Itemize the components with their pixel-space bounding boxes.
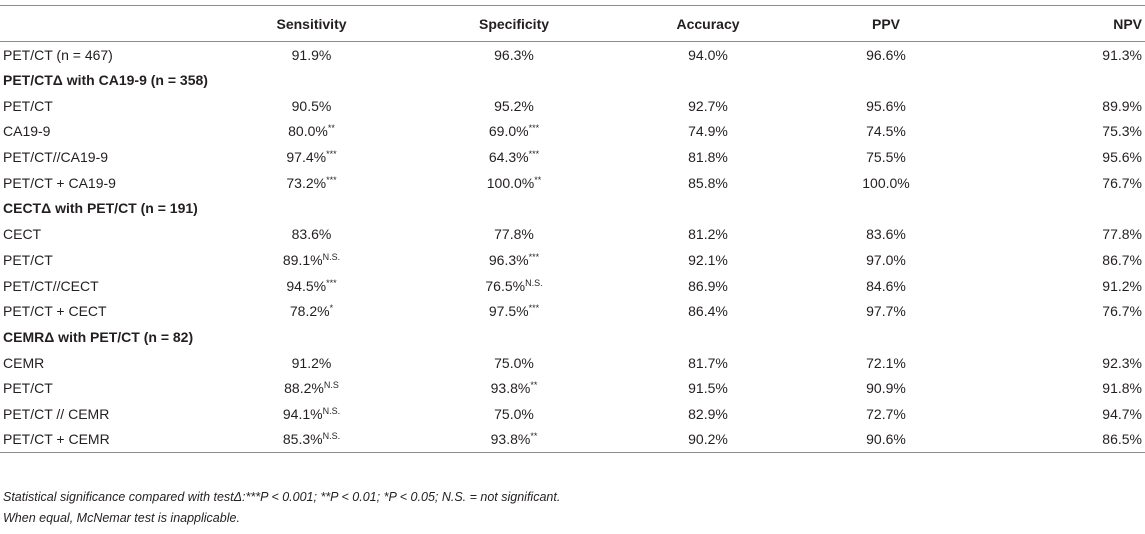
row-label: PET/CT xyxy=(3,97,53,114)
value-cell xyxy=(793,144,979,170)
row-label: PET/CT//CA19-9 xyxy=(3,149,109,166)
value-cell xyxy=(218,119,405,145)
value-cell xyxy=(405,170,623,196)
row-label: PET/CT xyxy=(3,251,53,268)
significance-marker: N.S. xyxy=(322,431,341,442)
significance-marker: *** xyxy=(528,149,540,160)
value-text: 100.0% xyxy=(486,174,535,191)
value-cell xyxy=(405,93,623,119)
value-text: 84.6% xyxy=(866,277,906,294)
value-text: 80.0% xyxy=(288,123,328,140)
row-label: PET/CT//CECT xyxy=(3,277,99,294)
value-text: 91.9% xyxy=(291,46,332,63)
value-cell xyxy=(218,350,405,376)
header-cell-blank xyxy=(0,6,218,42)
row-label: PET/CT xyxy=(3,380,53,397)
footnote-mcnemar: When equal, McNemar test is inapplicable. xyxy=(3,511,240,525)
significance-marker: ** xyxy=(534,174,542,185)
value-cell xyxy=(623,350,793,376)
value-cell xyxy=(218,221,405,247)
value-cell xyxy=(405,427,623,453)
value-text: 74.9% xyxy=(688,123,728,140)
value-cell xyxy=(218,298,405,324)
value-cell xyxy=(793,93,979,119)
value-text: 86.5% xyxy=(1102,431,1142,448)
value-text: 90.2% xyxy=(688,431,728,448)
value-text: 92.1% xyxy=(688,251,728,268)
diagnostic-performance-table xyxy=(0,5,1145,453)
header-row xyxy=(0,6,1145,42)
value-text: 85.3% xyxy=(282,431,323,448)
value-cell xyxy=(623,221,793,247)
value-text: 97.7% xyxy=(866,303,906,320)
value-cell xyxy=(405,273,623,299)
value-text: 85.8% xyxy=(688,174,728,191)
value-text: 92.7% xyxy=(688,97,728,114)
significance-marker: *** xyxy=(528,303,540,314)
value-text: 76.5% xyxy=(485,277,526,294)
significance-marker: *** xyxy=(326,277,337,288)
value-cell xyxy=(405,119,623,145)
value-text: 91.2% xyxy=(291,354,332,371)
value-cell xyxy=(218,170,405,196)
section-header: CEMRΔ with PET/CT (n = 82) xyxy=(3,328,194,345)
value-text: 72.7% xyxy=(866,405,906,422)
value-cell xyxy=(218,427,405,453)
value-text: 83.6% xyxy=(291,226,332,243)
value-cell xyxy=(623,170,793,196)
value-cell xyxy=(979,93,1145,119)
value-cell xyxy=(218,247,405,273)
value-cell xyxy=(793,375,979,401)
value-cell xyxy=(979,427,1145,453)
value-cell xyxy=(623,298,793,324)
value-cell xyxy=(405,221,623,247)
value-cell xyxy=(979,247,1145,273)
value-cell xyxy=(623,375,793,401)
section-header: PET/CTΔ with CA19-9 (n = 358) xyxy=(3,72,208,89)
table-row xyxy=(0,119,1145,145)
header-specificity: Specificity xyxy=(405,6,623,42)
table-row xyxy=(0,93,1145,119)
table-row xyxy=(0,375,1145,401)
value-text: 83.6% xyxy=(866,226,906,243)
value-text: 95.6% xyxy=(1102,149,1142,166)
value-text: 86.9% xyxy=(688,277,728,294)
footnote-significance: Statistical significance compared with testΔ:***P < 0.001; **P < 0.01; *P < 0.05; N.S. = not significant. xyxy=(3,490,561,504)
table-row xyxy=(0,298,1145,324)
row-label: PET/CT // CEMR xyxy=(3,405,110,422)
value-cell xyxy=(623,401,793,427)
value-cell xyxy=(979,42,1145,68)
value-cell xyxy=(405,144,623,170)
value-text: 76.7% xyxy=(1102,303,1142,320)
table-row xyxy=(0,221,1145,247)
value-text: 81.2% xyxy=(688,226,728,243)
value-cell xyxy=(218,375,405,401)
value-cell xyxy=(979,273,1145,299)
value-cell xyxy=(979,221,1145,247)
header-accuracy: Accuracy xyxy=(623,6,793,42)
value-text: 69.0% xyxy=(488,123,529,140)
value-text: 81.7% xyxy=(688,354,728,371)
significance-marker: N.S. xyxy=(322,251,341,262)
value-text: 97.5% xyxy=(488,303,529,320)
value-cell xyxy=(979,144,1145,170)
value-text: 93.8% xyxy=(490,431,531,448)
value-cell xyxy=(793,221,979,247)
value-cell xyxy=(793,247,979,273)
value-cell xyxy=(979,375,1145,401)
significance-marker: *** xyxy=(326,174,337,185)
value-text: 76.7% xyxy=(1102,174,1142,191)
value-cell xyxy=(623,93,793,119)
value-cell xyxy=(793,273,979,299)
value-text: 75.0% xyxy=(494,405,534,422)
header-npv: NPV xyxy=(979,6,1145,42)
header-sensitivity: Sensitivity xyxy=(218,6,405,42)
row-label: CECT xyxy=(3,226,42,243)
table-row xyxy=(0,42,1145,68)
significance-marker: ** xyxy=(530,380,538,391)
table-row xyxy=(0,170,1145,196)
significance-marker: N.S. xyxy=(322,405,341,416)
significance-marker: ** xyxy=(530,431,538,442)
value-text: 73.2% xyxy=(286,174,327,191)
value-cell xyxy=(218,42,405,68)
significance-marker: *** xyxy=(528,123,540,134)
value-text: 91.8% xyxy=(1102,380,1142,397)
table-row xyxy=(0,427,1145,453)
value-text: 74.5% xyxy=(866,123,906,140)
value-text: 90.9% xyxy=(866,380,906,397)
value-cell xyxy=(979,298,1145,324)
section-header-row xyxy=(0,67,1145,93)
significance-marker: * xyxy=(329,303,334,314)
row-label: CEMR xyxy=(3,354,45,371)
significance-marker: *** xyxy=(326,149,337,160)
table-row xyxy=(0,144,1145,170)
value-text: 77.8% xyxy=(1102,226,1142,243)
value-cell xyxy=(218,144,405,170)
value-text: 86.4% xyxy=(688,303,728,320)
value-cell xyxy=(218,273,405,299)
section-header-row xyxy=(0,196,1145,222)
value-text: 93.8% xyxy=(490,380,531,397)
value-cell xyxy=(218,401,405,427)
table-row xyxy=(0,350,1145,376)
value-cell xyxy=(623,144,793,170)
value-text: 94.1% xyxy=(282,405,323,422)
value-cell xyxy=(793,298,979,324)
value-text: 96.3% xyxy=(494,46,534,63)
value-text: 64.3% xyxy=(488,149,529,166)
value-text: 75.5% xyxy=(866,149,906,166)
value-text: 75.0% xyxy=(494,354,534,371)
value-text: 96.3% xyxy=(488,251,529,268)
value-cell xyxy=(793,42,979,68)
value-cell xyxy=(793,427,979,453)
value-text: 91.2% xyxy=(1102,277,1142,294)
significance-marker: N.S. xyxy=(525,277,543,288)
value-cell xyxy=(405,401,623,427)
value-cell xyxy=(979,119,1145,145)
value-cell xyxy=(793,170,979,196)
significance-marker: ** xyxy=(327,123,335,134)
value-text: 72.1% xyxy=(866,354,906,371)
row-label: PET/CT + CA19-9 xyxy=(3,174,116,191)
value-text: 95.6% xyxy=(866,97,906,114)
value-text: 82.9% xyxy=(688,405,728,422)
row-label: PET/CT + CEMR xyxy=(0,427,218,453)
value-text: 75.3% xyxy=(1102,123,1142,140)
value-text: 78.2% xyxy=(289,303,330,320)
value-cell xyxy=(623,42,793,68)
table-row xyxy=(0,273,1145,299)
value-text: 94.7% xyxy=(1102,405,1142,422)
value-text: 91.5% xyxy=(688,380,728,397)
value-cell xyxy=(405,247,623,273)
value-text: 96.6% xyxy=(866,46,906,63)
value-text: 95.2% xyxy=(494,97,534,114)
value-cell xyxy=(405,298,623,324)
header-ppv: PPV xyxy=(793,6,979,42)
value-text: 94.5% xyxy=(286,277,327,294)
value-text: 100.0% xyxy=(862,174,910,191)
value-cell xyxy=(405,375,623,401)
value-cell xyxy=(793,350,979,376)
value-cell xyxy=(793,401,979,427)
value-cell xyxy=(623,273,793,299)
value-cell xyxy=(623,119,793,145)
value-cell xyxy=(979,350,1145,376)
value-text: 92.3% xyxy=(1102,354,1142,371)
value-cell xyxy=(623,427,793,453)
value-cell xyxy=(218,93,405,119)
row-label: PET/CT + CECT xyxy=(3,303,107,320)
value-cell xyxy=(405,42,623,68)
value-text: 81.8% xyxy=(688,149,728,166)
value-text: 91.3% xyxy=(1102,46,1142,63)
value-cell xyxy=(793,119,979,145)
value-text: 88.2% xyxy=(284,380,324,397)
section-header: CECTΔ with PET/CT (n = 191) xyxy=(3,200,198,217)
value-text: 89.9% xyxy=(1102,97,1142,114)
section-header-row xyxy=(0,324,1145,350)
value-cell xyxy=(979,170,1145,196)
table-body xyxy=(0,42,1145,453)
table-row xyxy=(0,247,1145,273)
value-cell xyxy=(405,350,623,376)
value-text: 97.4% xyxy=(286,149,327,166)
value-text: 89.1% xyxy=(282,251,323,268)
value-text: 86.7% xyxy=(1102,251,1142,268)
value-text: 77.8% xyxy=(494,226,534,243)
significance-marker: *** xyxy=(528,251,540,262)
table-row xyxy=(0,401,1145,427)
row-label: PET/CT (n = 467) xyxy=(3,46,113,63)
value-text: 90.5% xyxy=(291,97,332,114)
value-cell xyxy=(979,401,1145,427)
significance-marker: N.S xyxy=(323,380,339,391)
row-label: CA19-9 xyxy=(3,123,51,140)
value-text: 90.6% xyxy=(866,431,906,448)
value-text: 94.0% xyxy=(688,46,728,63)
value-text: 97.0% xyxy=(866,251,906,268)
value-cell xyxy=(623,247,793,273)
